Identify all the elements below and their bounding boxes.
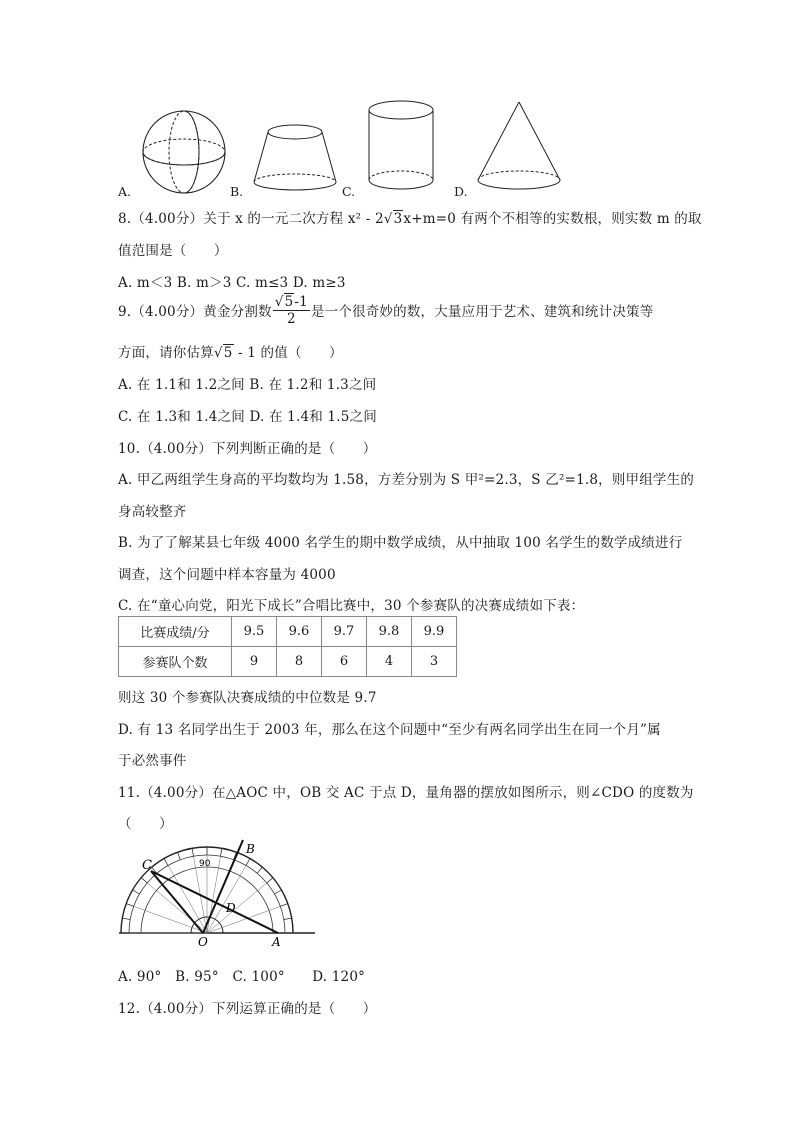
q9-text-b: 是一个很奇妙的数，大量应用于艺术、建筑和统计决策等 — [310, 304, 654, 320]
q8-radicand: 3 — [393, 211, 403, 227]
q10-option-b-line1: B. 为了了解某县七年级 4000 名学生的期中数学成绩，从中抽取 100 名学生的数学成绩进行 — [118, 535, 683, 551]
sqrt-sign: √ — [274, 294, 284, 310]
point-label-d: D — [226, 901, 236, 915]
table-header-cell: 参赛队个数 — [119, 647, 232, 677]
q10-option-d-line2: 于必然事件 — [118, 753, 187, 769]
golden-ratio-fraction — [273, 294, 310, 327]
q9-frac-rest: -1 — [294, 294, 308, 310]
table-cell: 4 — [367, 647, 412, 677]
frustum-figure — [250, 122, 340, 194]
cone-figure — [474, 100, 564, 196]
table-cell: 9.5 — [232, 617, 277, 647]
q9-options-1: A. 在 1.1和 1.2之间 B. 在 1.2和 1.3之间 — [118, 377, 377, 393]
table-cell: 9.7 — [322, 617, 367, 647]
table-cell: 9.8 — [367, 617, 412, 647]
q10-option-c-line1: C. 在“童心向党，阳光下成长”合唱比赛中，30 个参赛队的决赛成绩如下表： — [118, 598, 585, 614]
table-row — [119, 617, 457, 647]
q9-options-2: C. 在 1.3和 1.4之间 D. 在 1.4和 1.5之间 — [118, 409, 377, 425]
point-label-o: O — [198, 935, 208, 949]
q10-option-a-line1: A. 甲乙两组学生身高的平均数均为 1.58，方差分别为 S 甲²=2.3，S 乙²=1.8，则甲组学生的 — [118, 472, 695, 488]
q8-options: A. m＜3 B. m＞3 C. m≤3 D. m≥3 — [118, 275, 346, 291]
q9-stem-line2 — [118, 341, 343, 361]
point-label-a: A — [272, 935, 281, 949]
point-label-c: C — [142, 858, 152, 873]
q9-radicand: 5 — [223, 345, 233, 361]
q10-option-a-line2: 身高较整齐 — [118, 504, 187, 520]
option-label-d: D. — [454, 184, 468, 199]
q8-stem-line1 — [118, 207, 702, 227]
q9-text-c: 方面，请你估算 — [118, 345, 214, 361]
table-cell: 9.9 — [412, 617, 457, 647]
sqrt-sign: √ — [213, 345, 223, 361]
cylinder-figure — [364, 98, 440, 196]
option-label-c: C. — [342, 184, 356, 199]
q9-stem-line1 — [118, 296, 653, 329]
table-cell: 3 — [412, 647, 457, 677]
q9-text-a: 9.（4.00分）黄金分割数 — [118, 304, 272, 320]
q11-options: A. 90° B. 95° C. 100° D. 120° — [118, 969, 366, 985]
q9-text-d: - 1 的值（ ） — [233, 345, 343, 361]
q9-frac-den: 2 — [286, 311, 296, 327]
protractor-figure — [115, 838, 325, 950]
table-cell: 8 — [277, 647, 322, 677]
q8-text-a: 8.（4.00分）关于 x 的一元二次方程 x² - 2 — [118, 211, 384, 227]
q12-stem: 12.（4.00分）下列运算正确的是（ ） — [118, 1001, 377, 1017]
protractor-90-mark: 90 — [199, 859, 211, 869]
q10-stem: 10.（4.00分）下列判断正确的是（ ） — [118, 441, 377, 457]
table-cell: 9 — [232, 647, 277, 677]
q10-option-c-line2: 则这 30 个参赛队决赛成绩的中位数是 9.7 — [118, 690, 377, 706]
q11-stem-line2: （ ） — [118, 816, 173, 832]
q10-option-b-line2: 调查，这个问题中样本容量为 4000 — [118, 567, 336, 583]
q10-option-d-line1: D. 有 13 名同学出生于 2003 年，那么在这个问题中“至少有两名同学出生在同一个月”属 — [118, 722, 661, 738]
sqrt-sign: √ — [383, 211, 393, 227]
score-table — [118, 616, 457, 677]
option-label-a: A. — [118, 184, 132, 199]
q8-stem-line2: 值范围是（ ） — [118, 243, 228, 259]
option-label-b: B. — [230, 184, 244, 199]
q8-text-b: x+m=0 有两个不相等的实数根，则实数 m 的取 — [403, 211, 702, 227]
table-row — [119, 647, 457, 677]
table-cell: 9.6 — [277, 617, 322, 647]
table-cell: 6 — [322, 647, 367, 677]
table-header-cell: 比赛成绩/分 — [119, 617, 232, 647]
point-label-b: B — [246, 842, 255, 856]
q11-stem-line1: 11.（4.00分）在△AOC 中，OB 交 AC 于点 D，量角器的摆放如图所示，则∠CDO 的度数为 — [118, 785, 694, 801]
q9-frac-radicand: 5 — [284, 294, 294, 310]
sphere-figure — [140, 110, 230, 198]
